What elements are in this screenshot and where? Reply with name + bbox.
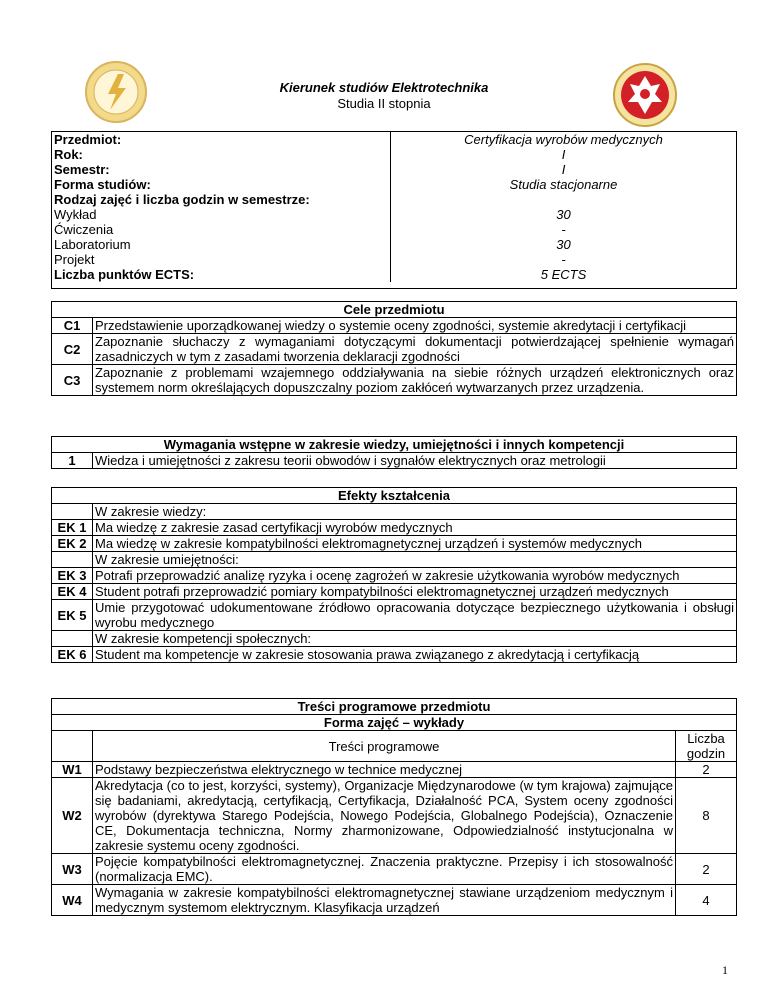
row-text: Akredytacja (co to jest, korzyści, systemy), Organizacje Międzynarodowe (w tym krajowa) zajmujące się badaniami, akredytacją, certyfikacją, Certyfikacja, Działalność PCA, System oceny zgodności wyrobów (dyrektywa Starego Podejścia, Nowego Podejścia, Globalnego Podejścia), Oznaczenie CE, Dokumentacja techniczna, Normy zharmonizowane, Odpowiedzialność instytucjonalna w zakresie systemu oceny zgodności. bbox=[93, 778, 676, 854]
row-code: 1 bbox=[52, 453, 93, 469]
table-row bbox=[52, 552, 737, 568]
table-row bbox=[52, 647, 737, 663]
document-header bbox=[0, 80, 768, 112]
program-content-table bbox=[51, 698, 737, 916]
info-row bbox=[52, 207, 736, 222]
info-value bbox=[391, 192, 737, 207]
study-level: Studia II stopnia bbox=[337, 96, 431, 111]
info-label: Projekt bbox=[52, 252, 391, 267]
row-text: Zapoznanie z problemami wzajemnego oddziaływania na siebie różnych urządzeń elektronicznych oraz systemem norm określających dopuszczalny poziom zakłóceń wytwarzanych przez urządzenia. bbox=[93, 365, 737, 396]
info-row bbox=[52, 267, 736, 282]
row-code: EK 4 bbox=[52, 584, 93, 600]
table-row bbox=[52, 584, 737, 600]
row-text: Student ma kompetencje w zakresie stosowania prawa związanego z akredytacją i certyfikacją bbox=[93, 647, 737, 663]
row-code: EK 1 bbox=[52, 520, 93, 536]
info-label: Rok: bbox=[52, 147, 391, 162]
hours-column-header: Liczba godzin bbox=[676, 731, 737, 762]
row-hours: 4 bbox=[676, 885, 737, 916]
info-row bbox=[52, 237, 736, 252]
info-label: Wykład bbox=[52, 207, 391, 222]
table-row bbox=[52, 453, 737, 469]
row-text: Podstawy bezpieczeństwa elektrycznego w technice medycznej bbox=[93, 762, 676, 778]
lecture-form-title: Forma zajęć – wykłady bbox=[52, 715, 737, 731]
row-text: Potrafi przeprowadzić analizę ryzyka i ocenę zagrożeń w zakresie użytkowania wyrobów medycznych bbox=[93, 568, 737, 584]
row-code: EK 6 bbox=[52, 647, 93, 663]
info-value: I bbox=[561, 147, 566, 162]
row-text: Wiedza i umiejętności z zakresu teorii obwodów i sygnałów elektrycznych oraz metrologii bbox=[93, 453, 737, 469]
info-value: Certyfikacja wyrobów medycznych bbox=[464, 132, 663, 147]
content-column-header: Treści programowe bbox=[93, 731, 676, 762]
row-code: W2 bbox=[52, 778, 93, 854]
info-value: Studia stacjonarne bbox=[509, 177, 618, 192]
row-text: W zakresie umiejętności: bbox=[93, 552, 737, 568]
info-value: - bbox=[561, 222, 566, 237]
info-value: 30 bbox=[556, 237, 571, 252]
table-row bbox=[52, 778, 737, 854]
course-info-table bbox=[51, 131, 737, 289]
row-text: Wymagania w zakresie kompatybilności elektromagnetycznej stawiane urządzeniom medycznym i medycznym systemom elektrycznym. Klasyfikacja urządzeń bbox=[93, 885, 676, 916]
row-code: W1 bbox=[52, 762, 93, 778]
info-value: 5 ECTS bbox=[540, 267, 587, 282]
row-hours: 2 bbox=[676, 854, 737, 885]
row-text: Zapoznanie słuchaczy z wymaganiami dotyczącymi dokumentacji potwierdzającej spełnienie wymagań zasadniczych w tym z zasadami tworzenia deklaracji zgodności bbox=[93, 334, 737, 365]
row-code: EK 5 bbox=[52, 600, 93, 631]
info-row bbox=[52, 252, 736, 267]
row-code bbox=[52, 552, 93, 568]
info-value: I bbox=[561, 162, 566, 177]
row-text: Student potrafi przeprowadzić pomiary kompatybilności elektromagnetycznej urządzeń medycznych bbox=[93, 584, 737, 600]
info-row bbox=[52, 192, 736, 207]
table-row bbox=[52, 762, 737, 778]
info-label: Laboratorium bbox=[52, 237, 391, 252]
row-text: Umie przygotować udokumentowane źródłowo opracowania dotyczące bezpiecznego użytkowania i obsługi wyrobu medycznego bbox=[93, 600, 737, 631]
table-row bbox=[52, 365, 737, 396]
info-row bbox=[52, 147, 736, 162]
row-text: W zakresie wiedzy: bbox=[93, 504, 737, 520]
prerequisites-title: Wymagania wstępne w zakresie wiedzy, umiejętności i innych kompetencji bbox=[52, 437, 737, 453]
outcomes-title: Efekty kształcenia bbox=[52, 488, 737, 504]
info-label: Rodzaj zajęć i liczba godzin w semestrze: bbox=[52, 192, 391, 207]
table-row bbox=[52, 318, 737, 334]
info-label: Przedmiot: bbox=[52, 132, 391, 147]
info-row bbox=[52, 162, 736, 177]
row-code: W4 bbox=[52, 885, 93, 916]
table-row bbox=[52, 600, 737, 631]
row-hours: 2 bbox=[676, 762, 737, 778]
row-code: W3 bbox=[52, 854, 93, 885]
table-row bbox=[52, 854, 737, 885]
program-title: Treści programowe przedmiotu bbox=[52, 699, 737, 715]
row-hours: 8 bbox=[676, 778, 737, 854]
info-label: Forma studiów: bbox=[52, 177, 391, 192]
row-text: W zakresie kompetencji społecznych: bbox=[93, 631, 737, 647]
table-row bbox=[52, 885, 737, 916]
info-label: Ćwiczenia bbox=[52, 222, 391, 237]
row-code bbox=[52, 504, 93, 520]
info-value: - bbox=[561, 252, 566, 267]
info-row bbox=[52, 177, 736, 192]
table-row bbox=[52, 520, 737, 536]
table-row bbox=[52, 334, 737, 365]
prerequisites-table bbox=[51, 436, 737, 469]
row-code: C2 bbox=[52, 334, 93, 365]
row-text: Pojęcie kompatybilności elektromagnetycznej. Znaczenia praktyczne. Przepisy i ich stosowalność (normalizacja EMC). bbox=[93, 854, 676, 885]
learning-outcomes-table bbox=[51, 487, 737, 663]
page-number: 1 bbox=[722, 963, 728, 977]
table-row bbox=[52, 631, 737, 647]
field-of-study: Kierunek studiów Elektrotechnika bbox=[279, 80, 489, 95]
row-code: EK 3 bbox=[52, 568, 93, 584]
info-label: Liczba punktów ECTS: bbox=[52, 267, 391, 282]
table-row bbox=[52, 536, 737, 552]
table-row bbox=[52, 568, 737, 584]
objectives-title: Cele przedmiotu bbox=[52, 302, 737, 318]
row-text: Ma wiedzę z zakresie zasad certyfikacji wyrobów medycznych bbox=[93, 520, 737, 536]
row-code: C1 bbox=[52, 318, 93, 334]
info-row bbox=[52, 222, 736, 237]
row-code bbox=[52, 631, 93, 647]
info-value: 30 bbox=[556, 207, 571, 222]
row-code: C3 bbox=[52, 365, 93, 396]
info-row bbox=[52, 132, 736, 147]
table-row bbox=[52, 504, 737, 520]
course-objectives-table bbox=[51, 301, 737, 396]
row-text: Przedstawienie uporządkowanej wiedzy o systemie oceny zgodności, systemie akredytacji i certyfikacji bbox=[93, 318, 737, 334]
row-code: EK 2 bbox=[52, 536, 93, 552]
info-label: Semestr: bbox=[52, 162, 391, 177]
row-text: Ma wiedzę w zakresie kompatybilności elektromagnetycznej urządzeń i systemów medycznych bbox=[93, 536, 737, 552]
